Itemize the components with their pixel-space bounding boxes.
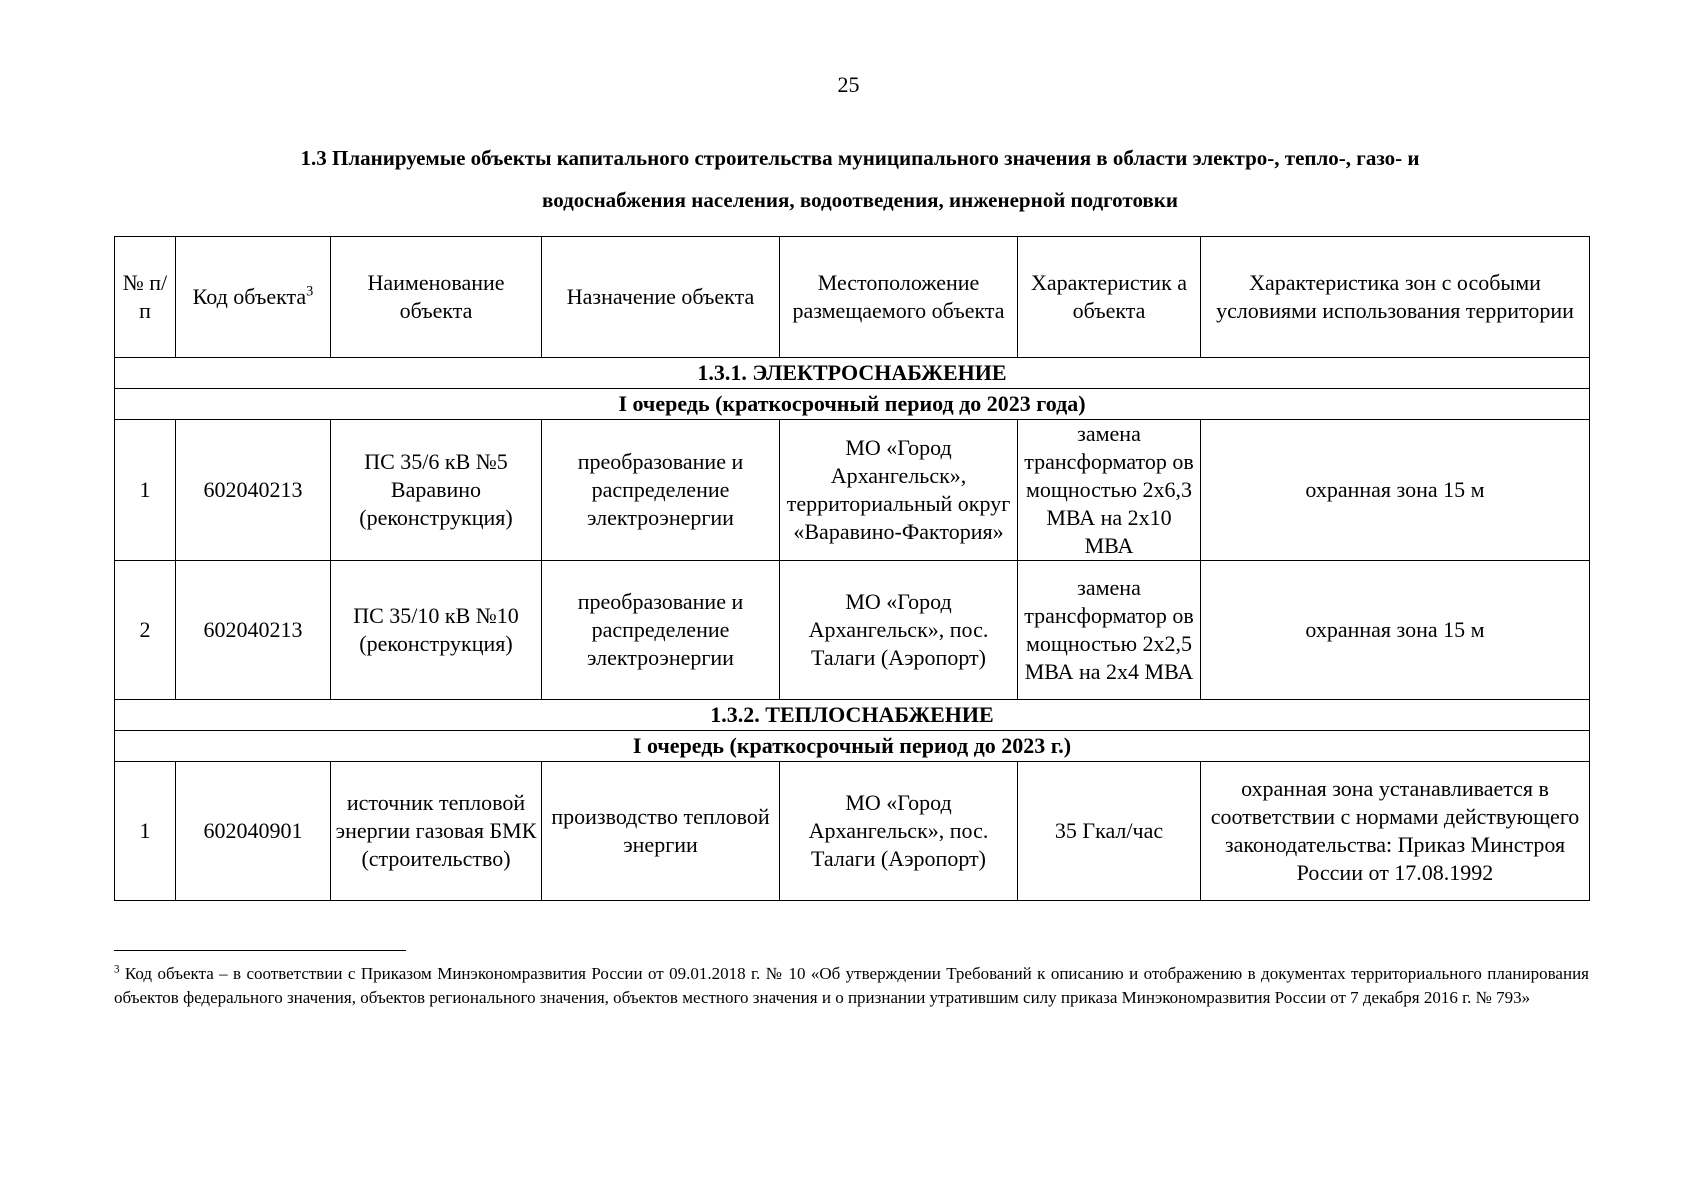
section-heading-electricity: 1.3.1. ЭЛЕКТРОСНАБЖЕНИЕ: [115, 358, 1590, 389]
header-purpose: Назначение объекта: [542, 237, 780, 358]
cell-location: МО «Город Архангельск», территориальный округ «Варавино-Фактория»: [780, 420, 1018, 561]
section-row: [115, 358, 1590, 389]
queue-heading: I очередь (краткосрочный период до 2023 года): [115, 389, 1590, 420]
header-zones: Характеристика зон с особыми условиями использования территории: [1201, 237, 1590, 358]
queue-heading: I очередь (краткосрочный период до 2023 г.): [115, 731, 1590, 762]
footnote: [114, 962, 1589, 1010]
cell-code: 602040901: [176, 762, 331, 901]
cell-purpose: преобразование и распределение электроэнергии: [542, 420, 780, 561]
cell-zones: охранная зона 15 м: [1201, 420, 1590, 561]
cell-num: 1: [115, 762, 176, 901]
cell-purpose: преобразование и распределение электроэнергии: [542, 561, 780, 700]
cell-characteristics: замена трансформатор ов мощностью 2x2,5 МВА на 2x4 МВА: [1018, 561, 1201, 700]
section-row: [115, 700, 1590, 731]
cell-purpose: производство тепловой энергии: [542, 762, 780, 901]
objects-table: [114, 236, 1590, 901]
table-row: [115, 420, 1590, 561]
table-row: [115, 762, 1590, 901]
table-row: [115, 561, 1590, 700]
cell-name: источник тепловой энергии газовая БМК (строительство): [331, 762, 542, 901]
footnote-mark: 3: [114, 963, 120, 976]
cell-code: 602040213: [176, 561, 331, 700]
cell-code: 602040213: [176, 420, 331, 561]
section-title: [160, 137, 1560, 221]
cell-name: ПС 35/10 кВ №10 (реконструкция): [331, 561, 542, 700]
cell-num: 2: [115, 561, 176, 700]
queue-row: [115, 389, 1590, 420]
header-num: № п/п: [115, 237, 176, 358]
cell-zones: охранная зона устанавливается в соответствии с нормами действующего законодательства: Приказ Минстроя России от 17.08.1992: [1201, 762, 1590, 901]
cell-location: МО «Город Архангельск», пос. Талаги (Аэропорт): [780, 762, 1018, 901]
cell-location: МО «Город Архангельск», пос. Талаги (Аэропорт): [780, 561, 1018, 700]
header-characteristics: Характеристик а объекта: [1018, 237, 1201, 358]
cell-name: ПС 35/6 кВ №5 Варавино (реконструкция): [331, 420, 542, 561]
header-code-label: Код объекта: [192, 284, 307, 309]
table-header-row: [115, 237, 1590, 358]
header-name: Наименование объекта: [331, 237, 542, 358]
section-title-line-2: водоснабжения населения, водоотведения, инженерной подготовки: [542, 188, 1178, 212]
footnote-text: Код объекта – в соответствии с Приказом Минэкономразвития России от 09.01.2018 г. № 10 «Об утверждении Требований к описанию и отображению в документах территориального планирования объектов федерального значения, объектов регионального значения, объектов местного значения и о признании утратившим силу приказа Минэкономразвития России от 7 декабря 2016 г. № 793»: [114, 964, 1589, 1007]
footnote-ref[interactable]: 3: [306, 283, 314, 300]
cell-zones: охранная зона 15 м: [1201, 561, 1590, 700]
page-number: 25: [837, 72, 860, 97]
section-title-line-1: 1.3 Планируемые объекты капитального строительства муниципального значения в области электро-, тепло-, газо- и: [300, 146, 1420, 170]
queue-row: [115, 731, 1590, 762]
section-heading-heating: 1.3.2. ТЕПЛОСНАБЖЕНИЕ: [115, 700, 1590, 731]
cell-characteristics: замена трансформатор ов мощностью 2x6,3 МВА на 2x10 МВА: [1018, 420, 1201, 561]
header-code: [176, 237, 331, 358]
cell-characteristics: 35 Гкал/час: [1018, 762, 1201, 901]
header-location: Местоположение размещаемого объекта: [780, 237, 1018, 358]
cell-num: 1: [115, 420, 176, 561]
footnote-divider: [114, 950, 406, 951]
